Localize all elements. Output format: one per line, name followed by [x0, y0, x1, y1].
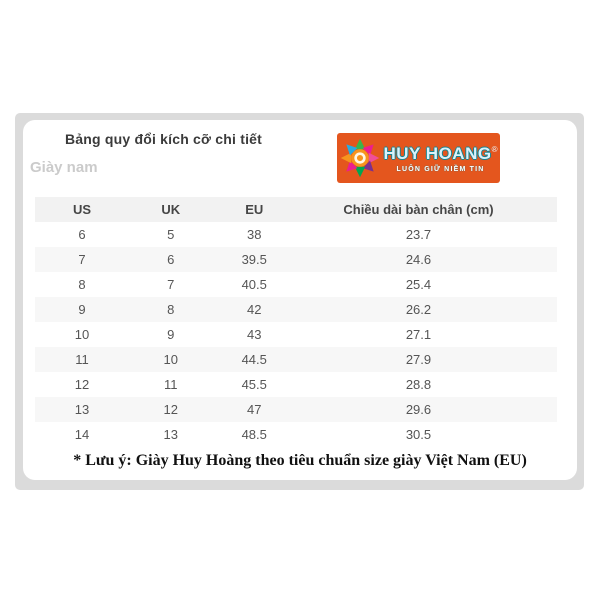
cell-uk: 8: [167, 302, 175, 317]
cell-uk: 9: [167, 327, 175, 342]
logo-tagline: LUÔN GIỮ NIỀM TIN: [396, 166, 485, 173]
table-row: [35, 272, 557, 297]
logo-text-block: [381, 145, 500, 173]
cell-eu: 45.5: [241, 377, 267, 392]
section-label-men-shoes: Giày nam: [30, 159, 98, 176]
logo-brand-row: [384, 145, 498, 164]
cell-eu: 43: [246, 327, 262, 342]
table-header-row: [35, 197, 557, 222]
cell-us: 13: [74, 402, 90, 417]
size-conversion-table: [35, 197, 557, 447]
huy-hoang-star-icon: [339, 137, 381, 179]
cell-uk: 7: [167, 277, 175, 292]
cell-uk: 10: [163, 352, 178, 367]
table-row: [35, 247, 557, 272]
table-header-uk: UK: [129, 197, 213, 222]
footnote: * Lưu ý: Giày Huy Hoàng theo tiêu chuẩn size giày Việt Nam (EU): [73, 452, 527, 469]
cell-foot-length: 26.2: [405, 302, 432, 317]
cell-foot-length: 27.1: [405, 327, 432, 342]
cell-eu: 42: [246, 302, 262, 317]
cell-foot-length: 24.6: [405, 252, 432, 267]
cell-uk: 13: [163, 427, 178, 442]
cell-eu: 48.5: [241, 427, 267, 442]
cell-foot-length: 28.8: [405, 377, 432, 392]
size-chart-card: [23, 120, 577, 480]
cell-us: 14: [74, 427, 90, 442]
cell-uk: 5: [167, 227, 175, 242]
cell-uk: 11: [163, 377, 178, 392]
cell-eu: 38: [246, 227, 262, 242]
cell-us: 12: [74, 377, 90, 392]
table-row: [35, 422, 557, 447]
logo-brand-text: HUY HOANG: [383, 144, 492, 163]
cell-eu: 40.5: [241, 277, 267, 292]
table-row: [35, 322, 557, 347]
table-row: [35, 297, 557, 322]
size-chart-frame: [15, 113, 584, 490]
cell-us: 10: [74, 327, 90, 342]
cell-uk: 6: [167, 252, 175, 267]
table-header-eu: EU: [212, 197, 296, 222]
registered-trademark-symbol: ®: [491, 145, 498, 154]
cell-eu: 47: [246, 402, 262, 417]
cell-foot-length: 23.7: [405, 227, 432, 242]
page-title: Bảng quy đổi kích cỡ chi tiết: [65, 131, 263, 147]
cell-us: 11: [75, 352, 89, 367]
cell-foot-length: 25.4: [405, 277, 432, 292]
table-header-foot-length: Chiều dài bàn chân (cm): [296, 197, 557, 222]
cell-eu: 39.5: [241, 252, 267, 267]
table-row: [35, 222, 557, 247]
table-row: [35, 397, 557, 422]
cell-us: 8: [78, 277, 86, 292]
huy-hoang-logo: [337, 133, 500, 183]
cell-foot-length: 27.9: [405, 352, 432, 367]
table-header-us: US: [35, 197, 129, 222]
table-row: [35, 347, 557, 372]
cell-eu: 44.5: [241, 352, 267, 367]
cell-uk: 12: [163, 402, 178, 417]
cell-us: 7: [78, 252, 86, 267]
cell-us: 6: [78, 227, 86, 242]
cell-foot-length: 29.6: [405, 402, 432, 417]
cell-us: 9: [78, 302, 86, 317]
cell-foot-length: 30.5: [405, 427, 432, 442]
table-row: [35, 372, 557, 397]
